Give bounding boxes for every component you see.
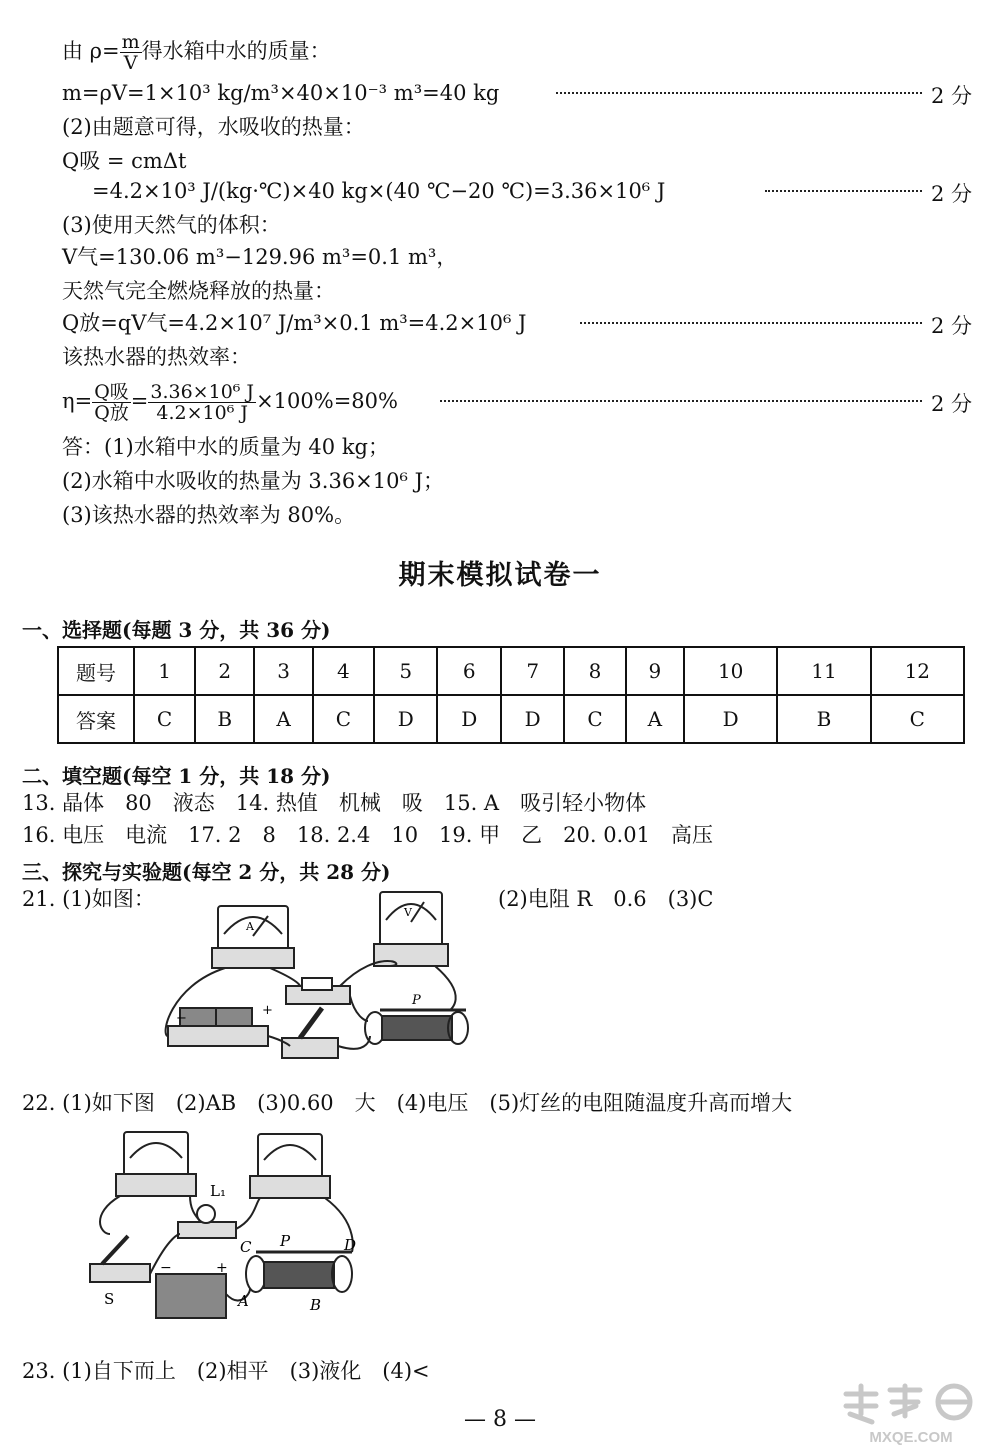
row-label-answer: 答案: [58, 695, 134, 743]
wire: [100, 1196, 120, 1234]
table-cell: D: [684, 695, 777, 743]
lamp-label: L₁: [210, 1182, 226, 1200]
dotted-leader: [556, 92, 922, 94]
equals-sign: =: [130, 389, 149, 413]
terminal-c-label: C: [240, 1238, 252, 1256]
solution-line-2: [62, 80, 499, 106]
solution-line-4: Q吸 = cmΔt: [62, 149, 187, 173]
rheostat-coil: [264, 1262, 334, 1288]
answer-line-3: (3)该热水器的热效率为 80%。: [62, 503, 356, 527]
dotted-leader: [765, 190, 922, 192]
lamp-base: [178, 1222, 236, 1238]
resistor: [302, 978, 332, 990]
score-label: 2 分: [930, 84, 972, 108]
efficiency-formula: [62, 376, 398, 426]
table-cell: A: [626, 695, 684, 743]
score-label: 2 分: [930, 314, 972, 338]
table-cell: 10: [684, 647, 777, 695]
mass-formula: m=ρV=1×10³ kg/m³×40×10⁻³ m³=40 kg: [62, 81, 500, 105]
table-cell: C: [313, 695, 374, 743]
switch-base: [282, 1038, 338, 1058]
switch-lever: [300, 1008, 322, 1038]
solution-line-1-prefix: 由 ρ=: [62, 39, 120, 63]
solution-line-6: (3)使用天然气的体积：: [62, 213, 281, 237]
solution-line-10: 该热水器的热效率：: [62, 345, 251, 369]
fraction-denominator: 4.2×10⁶ J: [156, 402, 249, 424]
wire: [270, 968, 300, 986]
dotted-leader: [440, 400, 922, 402]
fraction-numerator: 3.36×10⁶ J: [150, 381, 255, 403]
question-23-line: 23. (1)自下而上 (2)相平 (3)液化 (4)<: [22, 1359, 430, 1383]
table-cell: C: [564, 695, 625, 743]
svg-text:MXQE.COM: MXQE.COM: [869, 1429, 953, 1446]
table-cell: 9: [626, 647, 684, 695]
answer-table: [57, 646, 965, 744]
section-1-heading: 一、选择题(每题 3 分，共 36 分): [22, 618, 331, 642]
terminal-d-label: D: [344, 1236, 357, 1254]
battery-minus: −: [176, 1011, 187, 1026]
switch-base: [90, 1264, 150, 1282]
table-cell: D: [501, 695, 564, 743]
battery-plus: +: [262, 1003, 273, 1018]
table-cell: A: [254, 695, 312, 743]
solution-line-1-suffix: 得水箱中水的质量：: [141, 39, 331, 63]
row-label-question: 题号: [58, 647, 134, 695]
table-cell: B: [195, 695, 254, 743]
fraction-denominator: V: [123, 52, 138, 74]
switch-label: S: [104, 1290, 115, 1308]
table-cell: B: [777, 695, 870, 743]
table-cell: 12: [871, 647, 964, 695]
fraction-numerator: m: [121, 31, 140, 53]
meter-2-base: [250, 1176, 330, 1198]
table-cell: 3: [254, 647, 312, 695]
exam-title: 期末模拟试卷一: [398, 560, 602, 591]
solution-line-3: (2)由题意可得，水吸收的热量：: [62, 115, 365, 139]
switch-lever: [102, 1236, 128, 1264]
answer-line-1: 答：(1)水箱中水的质量为 40 kg；: [62, 435, 389, 459]
efficiency-fraction-1: [92, 382, 131, 423]
eta-symbol: η=: [62, 389, 93, 413]
table-cell: 7: [501, 647, 564, 695]
circuit-figure-21: [150, 886, 490, 1066]
table-cell: C: [134, 695, 195, 743]
ammeter-letter: A: [246, 920, 254, 933]
battery-cell-2: [216, 1008, 252, 1026]
fraction-denominator: Q放: [94, 402, 129, 424]
slider-p-label: P: [280, 1232, 291, 1250]
rheostat-coil: [382, 1016, 452, 1040]
table-row-numbers: [58, 647, 964, 695]
table-cell: 5: [374, 647, 437, 695]
battery-plus: +: [216, 1260, 228, 1276]
table-row-answers: [58, 695, 964, 743]
question-21-label: 21. (1)如图：: [22, 887, 155, 911]
score-label: 2 分: [930, 182, 972, 206]
slider-letter: P: [412, 993, 421, 1008]
table-cell: D: [374, 695, 437, 743]
table-cell: 11: [777, 647, 870, 695]
battery-base: [168, 1026, 268, 1046]
wire: [350, 996, 368, 1021]
fill-answers-line-1: 13. 晶体 80 液态 14. 热值 机械 吸 15. A 吸引轻小物体: [22, 791, 647, 815]
efficiency-fraction-2: [148, 382, 256, 423]
table-cell: 4: [313, 647, 374, 695]
fraction-numerator: Q吸: [94, 381, 129, 403]
circuit-figure-22: [80, 1124, 380, 1334]
meter-1-base: [116, 1174, 196, 1196]
battery-pack: [156, 1274, 226, 1318]
solution-line-8: 天然气完全燃烧释放的热量：: [62, 279, 335, 303]
solution-line-7: V气=130.06 m³−129.96 m³=0.1 m³，: [62, 245, 458, 269]
solution-line-1: [62, 32, 331, 73]
dotted-leader: [580, 322, 922, 324]
table-cell: 1: [134, 647, 195, 695]
table-cell: D: [437, 695, 500, 743]
terminal-a-label: A: [238, 1292, 249, 1310]
wire: [236, 1198, 260, 1229]
fill-answers-line-2: 16. 电压 电流 17. 2 8 18. 2.4 10 19. 甲 乙 20. 0.01 高压: [22, 823, 713, 847]
solution-line-5: =4.2×10³ J/(kg·℃)×40 kg×(40 ℃−20 ℃)=3.36×10⁶ J: [92, 179, 666, 203]
page-number: — 8 —: [464, 1407, 536, 1432]
ammeter-base: [212, 948, 294, 968]
question-21-answers: (2)电阻 R 0.6 (3)C: [498, 887, 714, 911]
solution-line-9: Q放=qV气=4.2×10⁷ J/m³×0.1 m³=4.2×10⁶ J: [62, 311, 527, 335]
table-cell: 6: [437, 647, 500, 695]
answer-line-2: (2)水箱中水吸收的热量为 3.36×10⁶ J；: [62, 469, 445, 493]
table-cell: C: [871, 695, 964, 743]
terminal-b-label: B: [310, 1296, 322, 1314]
battery-minus: −: [160, 1260, 172, 1276]
voltmeter-base: [374, 944, 448, 966]
table-cell: 2: [195, 647, 254, 695]
voltmeter-letter: V: [404, 906, 412, 919]
watermark-logo: [836, 1380, 986, 1448]
section-2-heading: 二、填空题(每空 1 分，共 18 分): [22, 764, 331, 788]
score-label: 2 分: [930, 392, 972, 416]
efficiency-result: ×100%=80%: [256, 389, 398, 413]
wire: [435, 966, 456, 1010]
density-fraction: [120, 32, 142, 73]
table-cell: 8: [564, 647, 625, 695]
section-3-heading: 三、探究与实验题(每空 2 分，共 28 分): [22, 860, 391, 884]
question-22-line: 22. (1)如下图 (2)AB (3)0.60 大 (4)电压 (5)灯丝的电阻随温度升高而增大: [22, 1091, 793, 1115]
wire: [338, 1036, 370, 1049]
